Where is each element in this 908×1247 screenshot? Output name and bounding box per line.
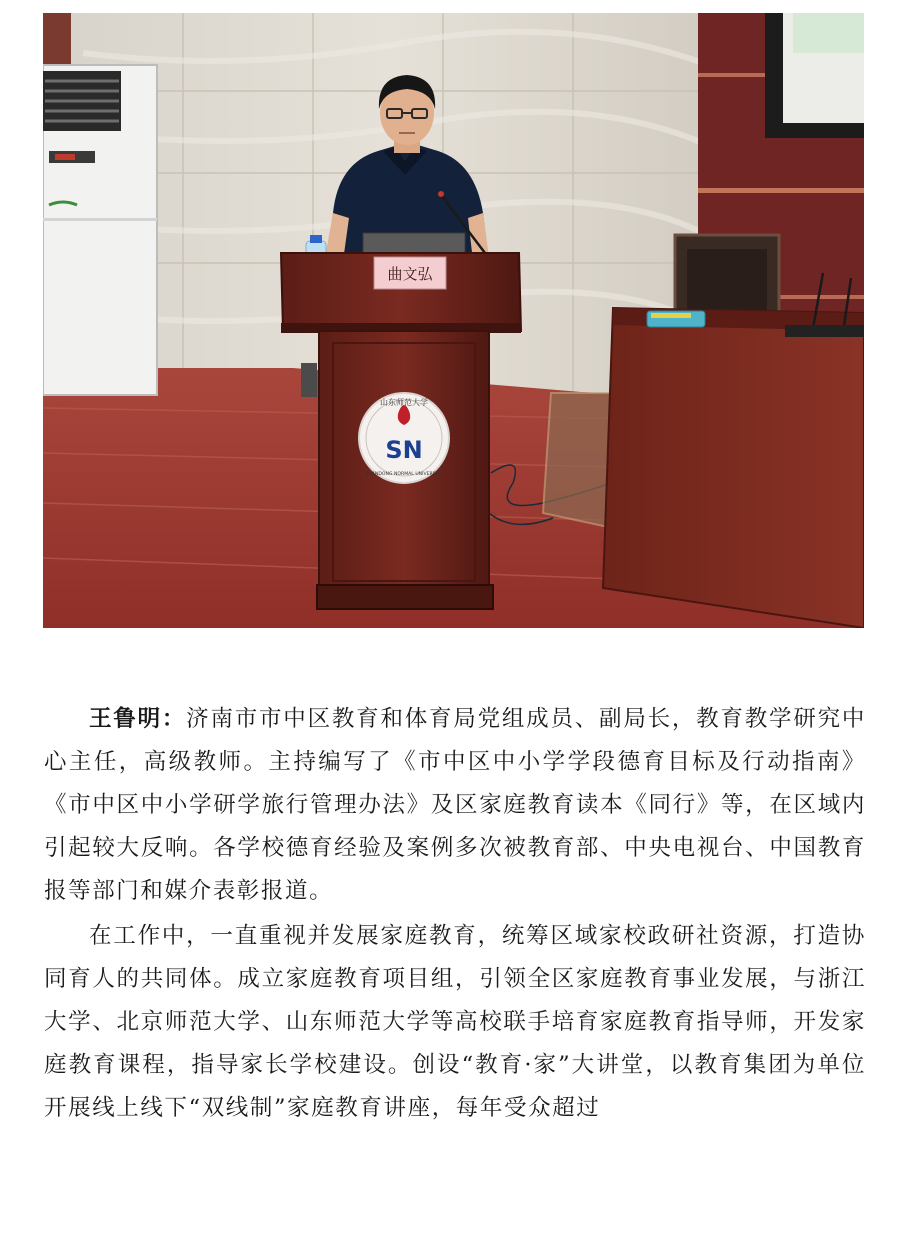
logo-text-bottom: SHANDONG NORMAL UNIVERSITY xyxy=(365,472,443,477)
glass-stand xyxy=(543,393,613,528)
desk xyxy=(603,273,864,628)
paragraph-1 xyxy=(44,698,866,913)
logo-text-top: 山东师范大学 xyxy=(380,398,428,407)
nameplate-text: 曲文弘 xyxy=(387,265,433,283)
university-logo xyxy=(359,393,449,483)
paragraph-2: 在工作中，一直重视并发展家庭教育，统筹区域家校政研社资源，打造协同育人的共同体。成立家庭教育项目组，引领全区家庭教育事业发展，与浙江大学、北京师范大学、山东师范大学等高校联手培育家庭教育指导师，开发家庭教育课程，指导家长学校建设。创设“教育·家”大讲堂，以教育集团为单位开展线上线下“双线制”家庭教育讲座，每年受众超过 xyxy=(44,923,866,1121)
air-conditioner xyxy=(43,65,157,395)
logo-monogram: SN xyxy=(385,436,423,464)
paragraph-1-body: 济南市市中区教育和体育局党组成员、副局长，教育教学研究中心主任，高级教师。主持编写了《市中区中小学学段德育目标及行动指南》《市中区中小学研学旅行管理办法》及区家庭教育读本《同行》等，在区域内引起较大反响。各学校德育经验及案例多次被教育部、中央电视台、中国教育报等部门和媒介表彰报道。 xyxy=(44,706,866,904)
floor-speaker xyxy=(301,363,317,397)
article-body xyxy=(44,698,866,1130)
speaker-name: 王鲁明： xyxy=(89,706,187,732)
article-photo xyxy=(43,13,864,628)
